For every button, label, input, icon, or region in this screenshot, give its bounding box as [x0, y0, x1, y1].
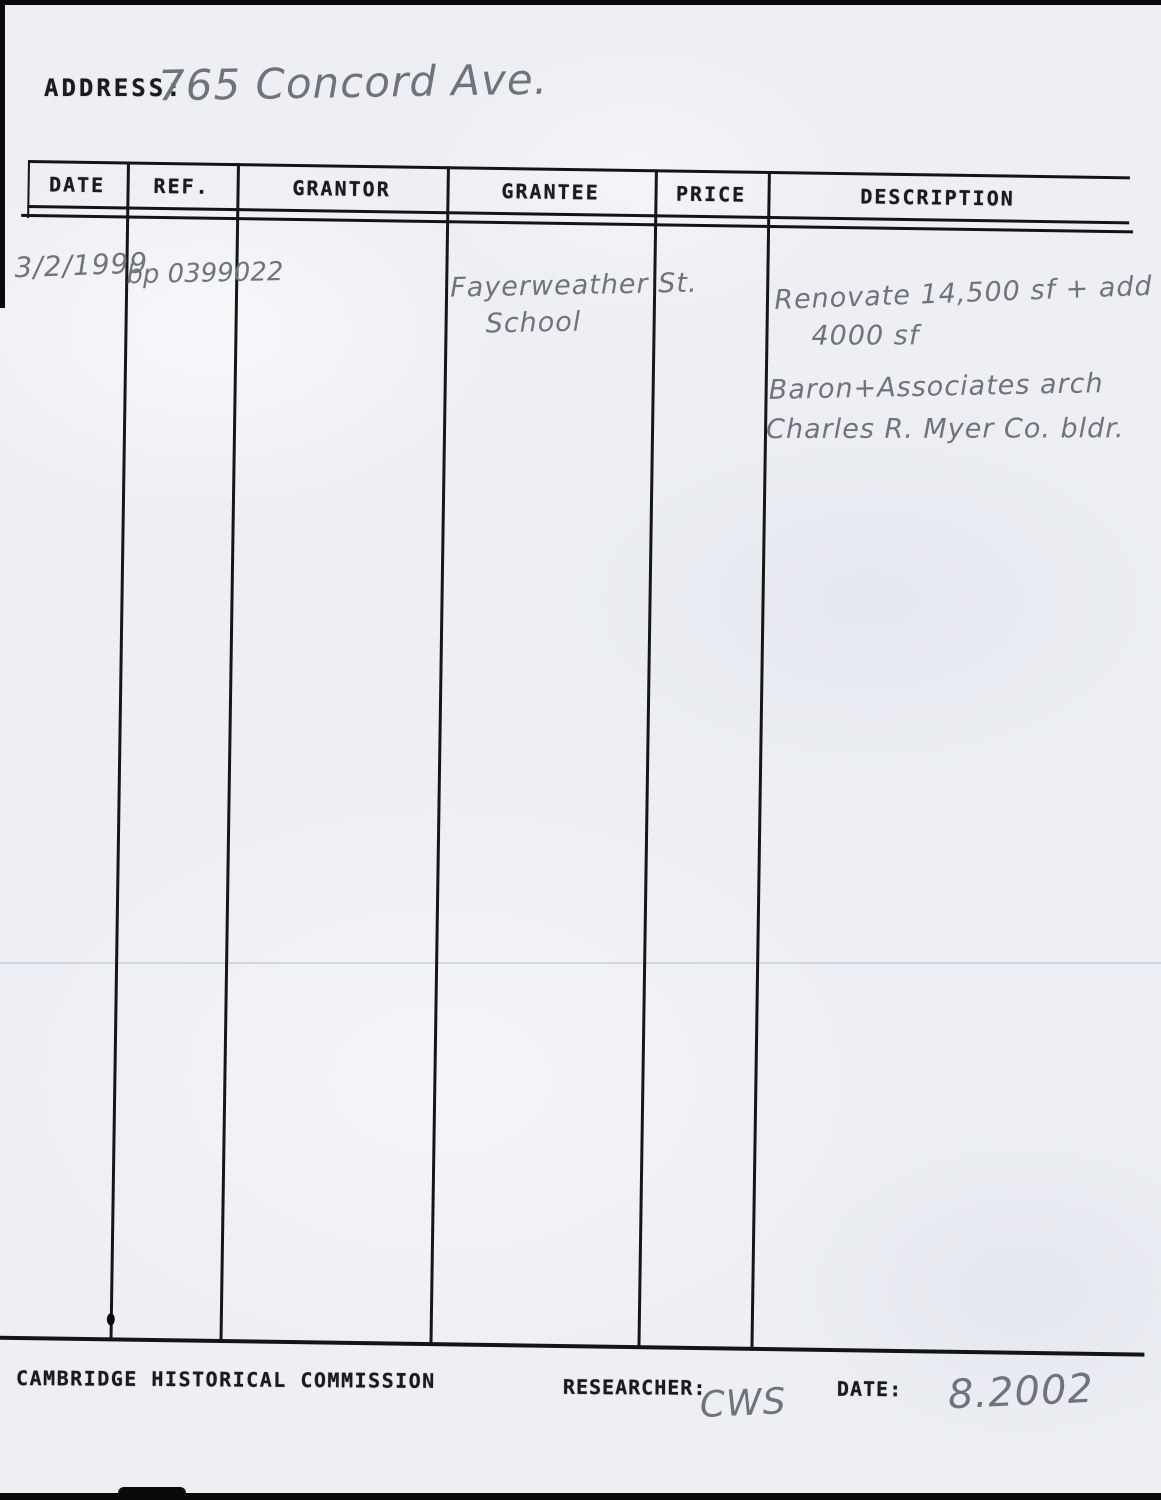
cell-description-line4: Charles R. Myer Co. bldr.: [766, 413, 1125, 446]
footer-researcher-label: RESEARCHER:: [562, 1374, 707, 1400]
address-value: 765 Concord Ave.: [157, 54, 549, 111]
cell-grantee-line2: School: [485, 306, 582, 340]
address-label: ADDRESS:: [44, 74, 184, 102]
cell-date: 3/2/1999: [13, 246, 149, 285]
scan-edge-left-strip: [0, 0, 5, 308]
footer-organization: CAMBRIDGE HISTORICAL COMMISSION: [15, 1365, 436, 1393]
footer-date-value: 8.2002: [946, 1365, 1095, 1419]
column-header-date: DATE: [48, 172, 106, 198]
column-header-grantee: GRANTEE: [501, 179, 600, 205]
footer-researcher-value: CWS: [698, 1381, 788, 1426]
column-header-grantor: GRANTOR: [292, 175, 391, 202]
cell-description-line1: Renovate 14,500 sf + add: [773, 270, 1154, 316]
cell-description-line2: 4000 sf: [811, 320, 920, 352]
column-header-ref: REF.: [153, 173, 210, 199]
column-header-price: PRICE: [675, 181, 747, 207]
cell-description-line3: Baron+Associates arch: [768, 368, 1104, 406]
footer-date-label: DATE:: [836, 1376, 903, 1402]
cell-grantee-line1: Fayerweather St.: [449, 267, 698, 304]
column-header-description: DESCRIPTION: [860, 184, 1015, 211]
cell-ref: bp 0399022: [126, 257, 284, 291]
